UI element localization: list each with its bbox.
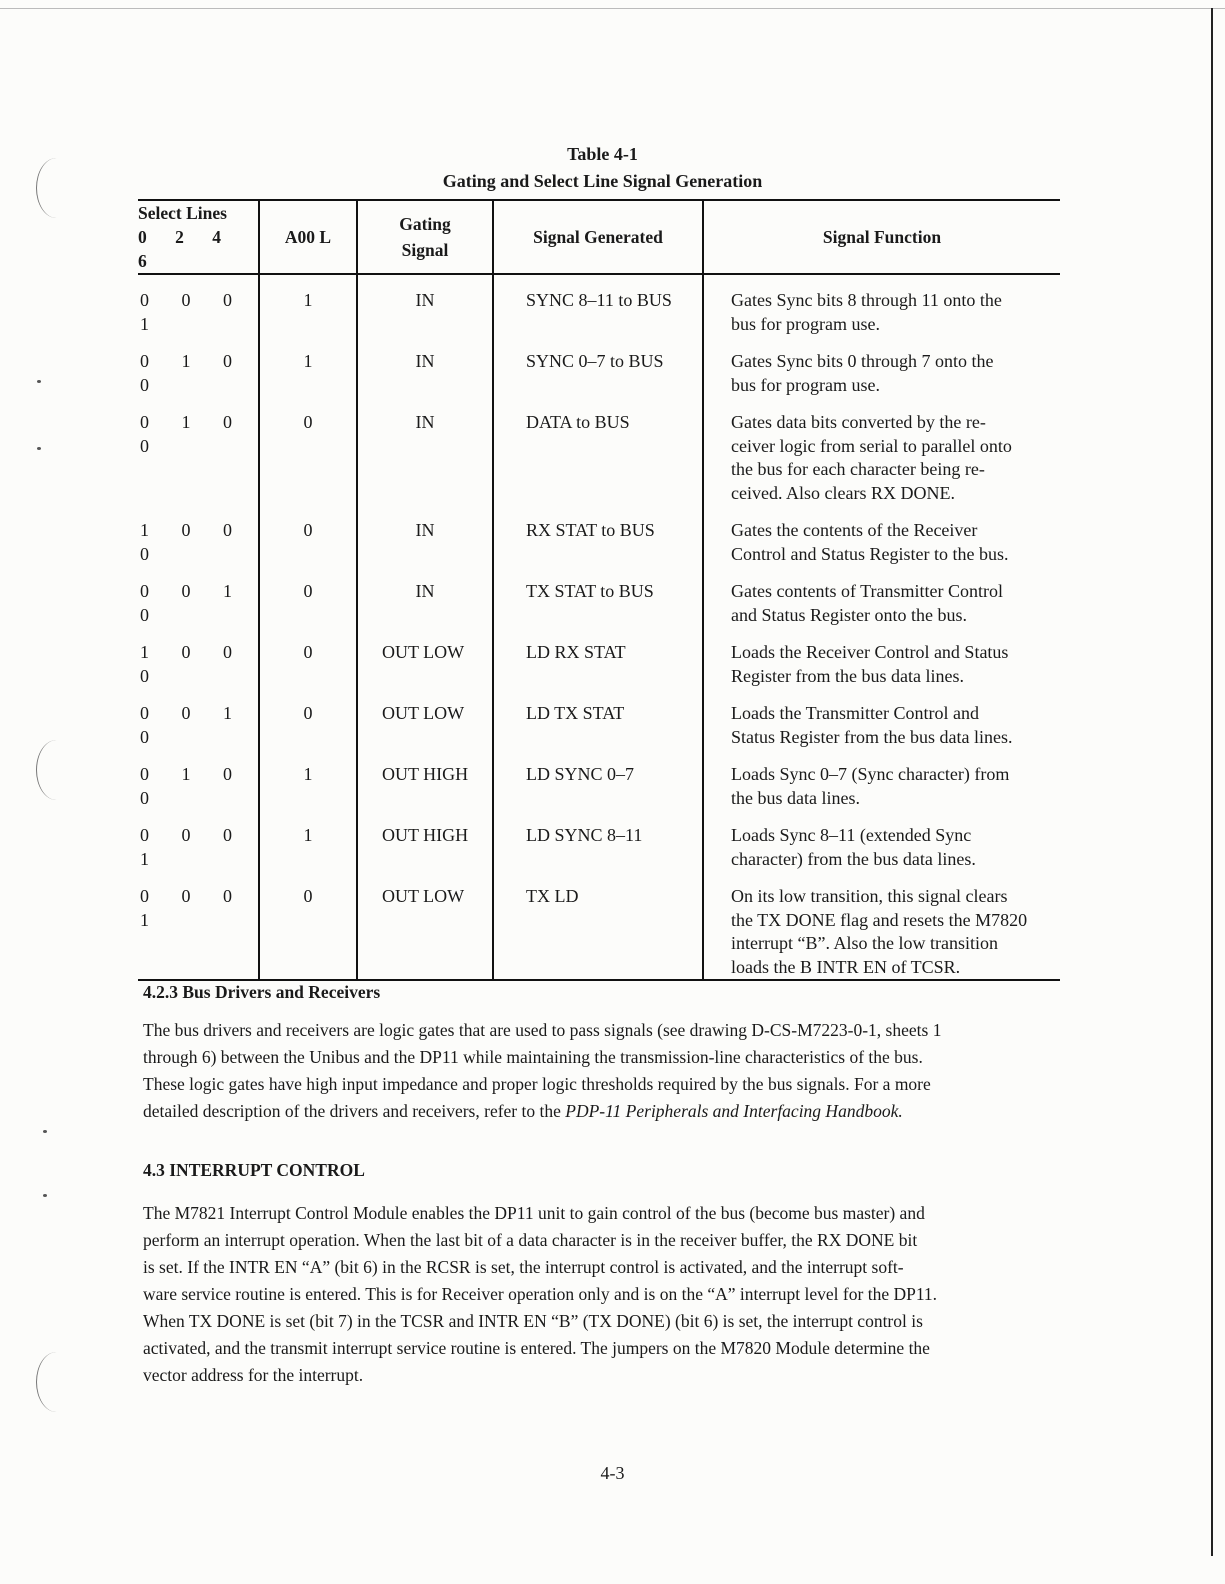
cell-function — [704, 275, 1060, 336]
table-row — [138, 688, 1060, 749]
cell-a00: 0 — [303, 886, 313, 906]
function-line: Gates contents of Transmitter Control — [731, 581, 1003, 601]
paragraph-line: activated, and the transmit interrupt service routine is entered. The jumpers on the M7820 Module determine the — [143, 1338, 930, 1358]
table-row — [138, 810, 1060, 871]
punch-hole-bottom — [36, 1352, 77, 1412]
cell-a00: 1 — [303, 351, 313, 371]
cell-gating: IN — [415, 351, 435, 371]
table-row — [138, 749, 1060, 810]
paragraph-line: ware service routine is entered. This is for Receiver operation only and is on the “A” interrupt level for the DP11. — [143, 1284, 938, 1304]
cell-select-bits: 0 0 0 1 — [140, 886, 246, 930]
paragraph-line: The M7821 Interrupt Control Module enables the DP11 unit to gain control of the bus (become bus master) and — [143, 1203, 925, 1223]
cell-gating: OUT HIGH — [382, 764, 469, 784]
section-43-heading: 4.3 INTERRUPT CONTROL — [143, 1160, 365, 1180]
table-row — [138, 505, 1060, 566]
header-gating-line2: Signal — [401, 240, 449, 260]
function-line: character) from the bus data lines. — [731, 848, 976, 869]
paragraph-line: These logic gates have high input impedance and proper logic thresholds required by the bus signals. For a more — [143, 1074, 931, 1094]
cell-function — [704, 566, 1060, 627]
cell-a00: 1 — [303, 290, 313, 310]
table-row — [138, 871, 1060, 980]
handbook-title: PDP-11 Peripherals and Interfacing Handbook. — [565, 1101, 903, 1121]
cell-a00: 1 — [303, 764, 313, 784]
function-line: Gates Sync bits 0 through 7 onto the — [731, 351, 994, 371]
cell-a00: 0 — [303, 642, 313, 662]
cell-gating: IN — [415, 520, 435, 540]
cell-gating: IN — [415, 581, 435, 601]
table-row — [138, 627, 1060, 688]
header-signal-generated: Signal Generated — [493, 200, 703, 274]
function-line: Loads the Transmitter Control and — [731, 703, 979, 723]
function-line: Gates the contents of the Receiver — [731, 520, 978, 540]
cell-a00: 0 — [303, 520, 313, 540]
cell-function — [704, 688, 1060, 749]
cell-select-bits: 1 0 0 0 — [140, 520, 246, 564]
cell-select-bits: 0 0 0 1 — [140, 290, 246, 334]
cell-select-bits: 0 1 0 0 — [140, 351, 246, 395]
function-line: and Status Register onto the bus. — [731, 604, 967, 625]
cell-gating: OUT LOW — [382, 642, 465, 662]
section-43-paragraph — [143, 1200, 1043, 1389]
cell-select-bits: 0 0 1 0 — [140, 703, 246, 747]
cell-a00: 0 — [303, 703, 313, 723]
function-line: ceiver logic from serial to parallel onto — [731, 435, 1012, 456]
cell-function — [704, 871, 1060, 979]
cell-generated: DATA to BUS — [526, 412, 630, 432]
function-line: Control and Status Register to the bus. — [731, 543, 1009, 564]
function-line: Gates data bits converted by the re- — [731, 412, 986, 432]
header-a00: A00 L — [259, 200, 357, 274]
cell-generated: LD SYNC 0–7 — [526, 764, 635, 784]
cell-a00: 0 — [303, 581, 313, 601]
paragraph-line: The bus drivers and receivers are logic gates that are used to pass signals (see drawing D-CS-M7223-0-1, sheets 1 — [143, 1020, 942, 1040]
scan-right-edge — [1211, 8, 1213, 1556]
paragraph-line: perform an interrupt operation. When the last bit of a data character is in the receiver buffer, the RX DONE bit — [143, 1230, 918, 1250]
header-select-bits: 0 2 4 6 — [138, 227, 233, 271]
paragraph-line: through 6) between the Unibus and the DP11 while maintaining the transmission-line characteristics of the bus. — [143, 1047, 923, 1067]
function-line: bus for program use. — [731, 374, 880, 395]
punch-hole-middle — [36, 740, 77, 800]
cell-function — [704, 749, 1060, 810]
scan-top-edge — [0, 8, 1225, 9]
table-row — [138, 397, 1060, 505]
function-line: bus for program use. — [731, 313, 880, 334]
cell-gating: OUT LOW — [382, 703, 465, 723]
cell-generated: LD RX STAT — [526, 642, 626, 662]
function-line: the bus for each character being re- — [731, 459, 985, 479]
scan-speck — [43, 1194, 47, 1197]
cell-select-bits: 0 1 0 0 — [140, 412, 246, 456]
cell-generated: SYNC 8–11 to BUS — [526, 290, 672, 310]
cell-gating: OUT HIGH — [382, 825, 469, 845]
cell-function — [704, 627, 1060, 688]
cell-function — [704, 810, 1060, 871]
table-row — [138, 336, 1060, 397]
table-row — [138, 274, 1060, 336]
function-line: Loads the Receiver Control and Status — [731, 642, 1009, 662]
cell-gating: IN — [415, 290, 435, 310]
function-line: ceived. Also clears RX DONE. — [731, 482, 955, 503]
cell-a00: 0 — [303, 412, 313, 432]
function-line: Loads Sync 8–11 (extended Sync — [731, 825, 972, 845]
cell-select-bits: 0 0 0 1 — [140, 825, 246, 869]
cell-generated: TX LD — [526, 886, 579, 906]
cell-a00: 1 — [303, 825, 313, 845]
function-line: Register from the bus data lines. — [731, 665, 964, 686]
table-row — [138, 566, 1060, 627]
function-line: the bus data lines. — [731, 787, 860, 808]
scan-speck — [37, 380, 41, 383]
paragraph-text: detailed description of the drivers and receivers, refer to the — [143, 1101, 566, 1121]
function-line: the TX DONE flag and resets the M7820 — [731, 909, 1028, 930]
gating-table — [138, 199, 1060, 981]
cell-select-bits: 1 0 0 0 — [140, 642, 246, 686]
cell-gating: OUT LOW — [382, 886, 465, 906]
section-423-paragraph — [143, 1017, 1043, 1125]
table-caption-number: Table 4-1 — [567, 144, 638, 164]
paragraph-line: vector address for the interrupt. — [143, 1365, 364, 1385]
section-423-heading: 4.2.3 Bus Drivers and Receivers — [143, 982, 381, 1002]
function-line: interrupt “B”. Also the low transition — [731, 933, 998, 953]
function-line: Gates Sync bits 8 through 11 onto the — [731, 290, 1002, 310]
scan-speck — [43, 1130, 47, 1133]
scan-speck — [37, 447, 41, 450]
header-select-lines — [138, 200, 259, 274]
header-gating-line1: Gating — [399, 214, 451, 234]
page-number: 4-3 — [600, 1463, 625, 1483]
paragraph-line — [143, 1098, 1043, 1125]
cell-function — [704, 505, 1060, 566]
cell-select-bits: 0 0 1 0 — [140, 581, 246, 625]
function-line: Loads Sync 0–7 (Sync character) from — [731, 764, 1010, 784]
cell-select-bits: 0 1 0 0 — [140, 764, 246, 808]
cell-generated: RX STAT to BUS — [526, 520, 655, 540]
cell-generated: SYNC 0–7 to BUS — [526, 351, 664, 371]
cell-generated: TX STAT to BUS — [526, 581, 654, 601]
function-line: Status Register from the bus data lines. — [731, 726, 1013, 747]
header-select-lines-label: Select Lines — [138, 203, 227, 223]
cell-gating: IN — [415, 412, 435, 432]
cell-generated: LD TX STAT — [526, 703, 625, 723]
cell-function — [704, 336, 1060, 397]
cell-generated: LD SYNC 8–11 — [526, 825, 643, 845]
table-header-row — [138, 200, 1060, 274]
function-line: On its low transition, this signal clears — [731, 886, 1008, 906]
cell-function — [704, 397, 1060, 505]
header-gating-signal — [357, 200, 493, 274]
header-signal-function: Signal Function — [703, 200, 1060, 274]
paragraph-line: is set. If the INTR EN “A” (bit 6) in the RCSR is set, the interrupt control is activated, and the interrupt soft- — [143, 1257, 904, 1277]
table-caption-title: Gating and Select Line Signal Generation — [442, 171, 763, 191]
paragraph-line: When TX DONE is set (bit 7) in the TCSR and INTR EN “B” (TX DONE) (bit 6) is set, the interrupt control is — [143, 1311, 923, 1331]
function-line: loads the B INTR EN of TCSR. — [731, 956, 961, 977]
